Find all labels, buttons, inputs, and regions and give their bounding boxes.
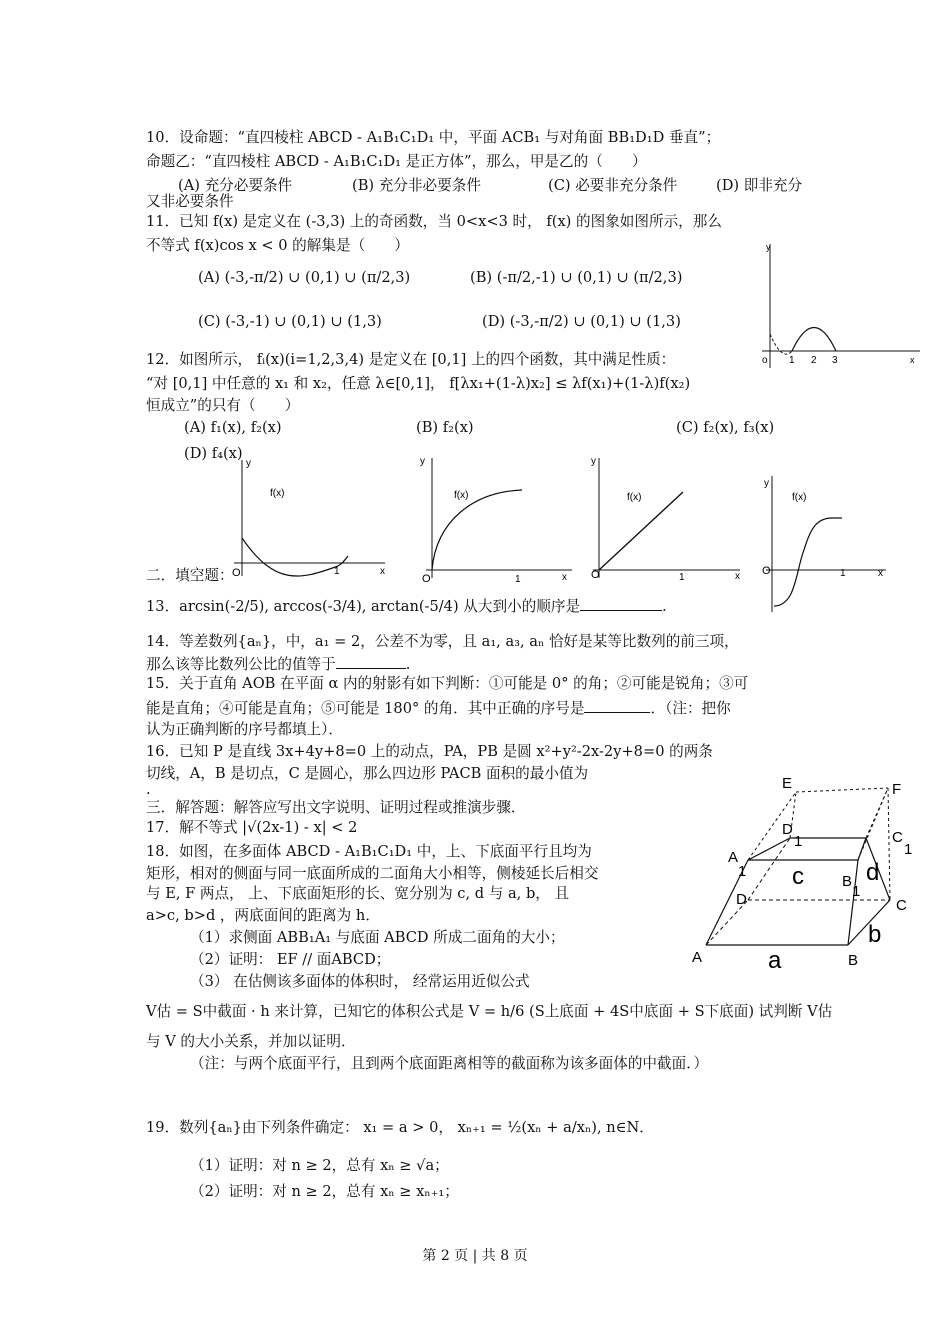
q14-blank [336, 654, 406, 669]
label-C1-sub: 1 [904, 841, 913, 858]
q10-option-d: (D) 即非充分 [716, 177, 803, 194]
graph-f1-curve [242, 538, 348, 576]
graph-f4-label: f(x) [792, 492, 807, 503]
graph-f1-y: y [246, 458, 251, 469]
graph-f4-origin: O [762, 565, 771, 577]
q16-line2: 切线，A，B 是切点，C 是圆心，那么四边形 PACB 面积的最小值为 [146, 765, 589, 782]
graph-f3-label: f(x) [627, 492, 642, 503]
graph-f3-y: y [591, 456, 596, 467]
label-B1: B [842, 873, 853, 890]
q16-line1: 16．已知 P 是直线 3x+4y+8=0 上的动点，PA，PB 是圆 x²+y²-2x-2y+8=0 的两条 [146, 743, 713, 760]
q10-line1: 10．设命题：“直四棱柱 ABCD - A₁B₁C₁D₁ 中，平面 ACB₁ 与对角面 BB₁D₁D 垂直”； [146, 129, 721, 146]
graph-f1-x: x [380, 566, 385, 577]
q11-graph [752, 236, 932, 376]
graph-f2-y: y [420, 456, 425, 467]
q13-blank [580, 596, 662, 611]
label-a: a [768, 947, 782, 974]
q15-line2 [146, 698, 731, 719]
q10-option-a: (A) 充分必要条件 [178, 177, 293, 194]
q11-option-b: (B) (-π/2,-1) ∪ (0,1) ∪ (π/2,3) [470, 269, 683, 286]
edge-A1D1 [748, 838, 790, 860]
label-d: d [866, 859, 880, 886]
q18-line4: a>c, b>d ，两底面间的距离为 h． [146, 907, 380, 924]
graph-f2-label: f(x) [454, 490, 469, 501]
q11-option-c: (C) (-3,-1) ∪ (0,1) ∪ (1,3) [198, 313, 382, 330]
graph-f4-one: 1 [840, 568, 846, 579]
graph-f2-curve [432, 490, 522, 570]
label-C1: C [892, 829, 903, 846]
polyhedron-figure [686, 770, 926, 980]
q18-part1: （1）求侧面 ABB₁A₁ 与底面 ABCD 所成二面角的大小； [190, 929, 565, 946]
q11-option-a: (A) (-3,-π/2) ∪ (0,1) ∪ (π/2,3) [198, 269, 411, 286]
q11-tick-2: 2 [811, 355, 817, 366]
label-D: D [736, 891, 747, 908]
q10-line4: 又非必要条件 [146, 193, 234, 210]
graph-f4-y: y [764, 478, 769, 489]
label-F: F [892, 781, 902, 798]
graph-f3 [585, 452, 750, 587]
label-A1-sub: 1 [738, 863, 747, 880]
q19-line1: 19．数列{aₙ}由下列条件确定： x₁ = a > 0， xₙ₊₁ = ½(xₙ + a/xₙ), n∈N． [146, 1119, 654, 1136]
graph-f4 [758, 470, 893, 615]
q18-line2: 矩形，相对的侧面与同一底面所成的二面角大小相等，侧棱延长后相交 [146, 865, 599, 882]
label-A1: A [728, 849, 739, 866]
q13-text [146, 596, 667, 617]
graph-f2-origin: O [422, 573, 431, 585]
graph-f3-one: 1 [679, 572, 685, 583]
q13-body: 13．arcsin(-2/5), arccos(-3/4), arctan(-5/4) 从大到小的顺序是 [146, 598, 581, 615]
label-B: B [848, 952, 859, 969]
q18-part3: （3） 在估侧该多面体的体积时， 经常运用近似公式 [190, 973, 530, 990]
section-answers: 三．解答题：解答应写出文字说明、证明过程或推演步骤． [146, 799, 526, 816]
graph-f4-curve [774, 518, 842, 606]
graph-f1-label: f(x) [270, 488, 285, 499]
q11-x-label: x [910, 355, 915, 365]
label-c: c [792, 863, 804, 890]
q15-blank [584, 698, 650, 713]
q12-option-d: (D) f₄(x) [184, 445, 243, 462]
q11-tick-1: 1 [789, 355, 795, 366]
label-B1-sub: 1 [852, 883, 861, 900]
edge-B1C1 [858, 838, 866, 860]
q11-option-d: (D) (-3,-π/2) ∪ (0,1) ∪ (1,3) [482, 313, 681, 330]
q12-line2: “对 [0,1] 中任意的 x₁ 和 x₂，任意 λ∈[0,1]， f[λx₁+(1-λ)x₂] ≤ λf(x₁)+(1-λ)f(x₂) [146, 375, 691, 392]
q18-note: （注：与两个底面平行，且到两个底面距离相等的截面称为该多面体的中截面．） [190, 1055, 709, 1072]
graph-f1-origin: O [232, 567, 241, 579]
graph-f1-one: 1 [334, 566, 340, 577]
graph-f2-x: x [562, 572, 567, 583]
label-D1: D [782, 821, 793, 838]
q11-y-label: y [766, 242, 771, 252]
section-fill-in: 二．填空题： [146, 567, 234, 584]
q16-line3: . [146, 781, 151, 798]
label-C: C [896, 897, 907, 914]
graph-f1 [220, 456, 395, 586]
label-b: b [868, 921, 882, 948]
graph-f3-line [599, 492, 683, 570]
q10-option-c: (C) 必要非充分条件 [548, 177, 678, 194]
q11-line2: 不等式 f(x)cos x < 0 的解集是（ ） [146, 237, 409, 254]
edge-EF [796, 788, 888, 792]
edge-F-guide [888, 788, 890, 900]
q14-line1: 14．等差数列{aₙ}，中，a₁ = 2，公差不为零，且 a₁, a₃, aₙ 恰好是某等比数列的前三项， [146, 633, 739, 650]
graph-f4-x: x [878, 568, 883, 579]
q18-line1: 18．如图，在多面体 ABCD - A₁B₁C₁D₁ 中，上、下底面平行且均为 [146, 843, 592, 860]
q11-origin: o [762, 355, 768, 366]
label-E: E [782, 775, 793, 792]
q14-body: 那么该等比数列公比的值等于 [146, 656, 336, 673]
q12-option-b: (B) f₂(x) [416, 419, 474, 436]
label-D1-sub: 1 [794, 833, 803, 850]
q13-end: . [662, 598, 667, 615]
graph-f2-one: 1 [515, 574, 521, 585]
q12-line3: 恒成立”的只有（ ） [146, 397, 300, 414]
q10-option-b: (B) 充分非必要条件 [352, 177, 481, 194]
page-footer: 第 2 页 | 共 8 页 [422, 1248, 528, 1264]
label-A: A [692, 949, 703, 966]
q18-part3-formula: V估 = S中截面 · h 来计算，已知它的体积公式是 V = h/6 (S上底面 + 4S中底面 + S下底面) 试判断 V估 [146, 1003, 833, 1020]
q18-line3: 与 E, F 两点， 上、下底面矩形的长、宽分别为 c, d 与 a, b， 且 [146, 885, 570, 902]
q12-option-a: (A) f₁(x), f₂(x) [184, 419, 282, 436]
q15-body: 能是直角；④可能是直角；⑤可能是 180° 的角．其中正确的序号是 [146, 700, 585, 717]
q18-part3-end: 与 V 的大小关系，并加以证明． [146, 1033, 356, 1050]
graph-f2 [412, 452, 582, 587]
q14-line2 [146, 654, 410, 675]
q11-tick-3: 3 [832, 355, 838, 366]
graph-f3-x: x [735, 571, 740, 582]
edge-C1F [866, 788, 888, 838]
q12-option-c: (C) f₂(x), f₃(x) [676, 419, 775, 436]
q17-text: 17．解不等式 |√(2x-1) - x| < 2 [146, 819, 358, 836]
q18-part2: （2）证明： EF // 面ABCD； [190, 951, 391, 968]
graph-f3-origin: O [591, 569, 600, 581]
q14-end: . [405, 656, 411, 673]
q19-part2: （2）证明：对 n ≥ 2，总有 xₙ ≥ xₙ₊₁； [190, 1183, 459, 1200]
q15-line3: 认为正确判断的序号都填上）． [146, 721, 344, 738]
q11-line1: 11．已知 f(x) 是定义在 (-3,3) 上的奇函数，当 0<x<3 时， f(x) 的图象如图所示，那么 [146, 213, 722, 230]
q15-line1: 15．关于直角 AOB 在平面 α 内的射影有如下判断：①可能是 0° 的角；②可能是锐角；③可 [146, 675, 749, 692]
q19-part1: （1）证明：对 n ≥ 2，总有 xₙ ≥ √a； [190, 1157, 449, 1174]
q11-curve-positive [792, 328, 836, 352]
edge-DD1 [748, 838, 790, 900]
q15-note: ．（注：把你 [650, 700, 731, 717]
q10-line2: 命题乙：“直四棱柱 ABCD - A₁B₁C₁D₁ 是正方体”，那么，甲是乙的（ ） [146, 153, 647, 170]
q12-line1: 12．如图所示， fᵢ(x)(i=1,2,3,4) 是定义在 [0,1] 上的四个函数，其中满足性质： [146, 351, 676, 368]
